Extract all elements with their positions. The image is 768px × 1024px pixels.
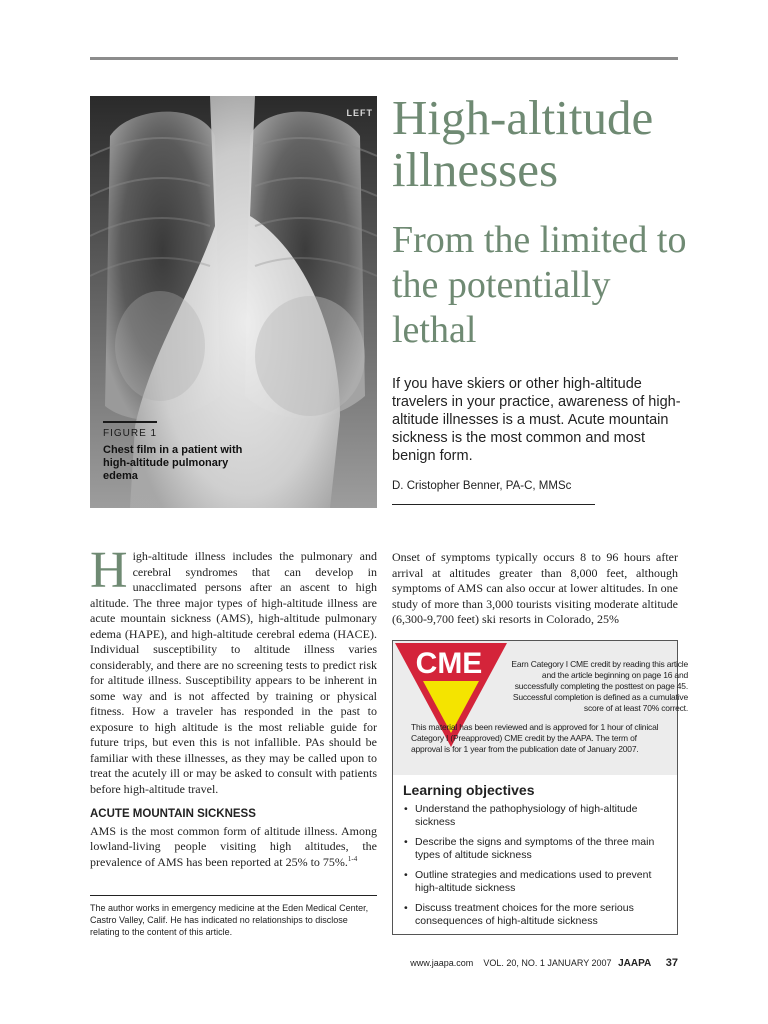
figure-caption-block bbox=[103, 421, 253, 483]
body-paragraph-col2: Onset of symptoms typically occurs 8 to 96 hours after arrival at altitudes greater than 8,000 feet, although symptoms of AMS can also occur at lower altitudes. In one study of more than 3,000 tourists visiting moderate altitude (6,300-9,700 feet) ski resorts in Colorado, 25% bbox=[392, 550, 678, 626]
cme-box bbox=[392, 640, 688, 935]
author-footnote: The author works in emergency medicine at the Eden Medical Center, Castro Valley, Calif. He has indicated no relationships to disclose relating to the content of this article. bbox=[90, 903, 369, 937]
xray-side-marker: LEFT bbox=[346, 108, 373, 118]
learning-objectives-list bbox=[403, 803, 671, 935]
drop-cap: H bbox=[90, 542, 128, 599]
byline-rule bbox=[392, 504, 595, 505]
list-item: • Describe the signs and symptoms of the three main types of altitude sickness bbox=[403, 836, 671, 862]
body-paragraph-2 bbox=[90, 824, 377, 871]
article-deck: If you have skiers or other high-altitude travelers in your practice, awareness of high-altitude illnesses is a must. Acute mountain sickness is the most common and most benign form. bbox=[392, 376, 681, 464]
reference-superscript: 1-4 bbox=[347, 854, 358, 863]
list-item: • Understand the pathophysiology of high-altitude sickness bbox=[403, 803, 671, 829]
cme-badge-text: CME bbox=[415, 647, 483, 680]
footnote-rule bbox=[90, 895, 377, 896]
cme-panel bbox=[393, 641, 688, 775]
footer-issue: VOL. 20, NO. 1 JANUARY 2007 bbox=[483, 958, 612, 968]
figure-caption: Chest film in a patient with high-altitude pulmonary edema bbox=[103, 444, 243, 482]
chest-xray-figure bbox=[90, 96, 377, 508]
body-paragraph-2-text: AMS is the most common form of altitude illness. Among lowland-living people visiting high altitudes, the prevalence of AMS has been reported at 25% to 75%. bbox=[90, 823, 377, 869]
article-title: High-altitude illnesses bbox=[392, 90, 654, 197]
page-number: 37 bbox=[665, 957, 678, 969]
list-item: • Discuss treatment choices for the more serious consequences of high-altitude sickness bbox=[403, 902, 671, 928]
section-heading: ACUTE MOUNTAIN SICKNESS bbox=[90, 808, 256, 820]
article-subtitle: From the limited to the potentially lethal bbox=[392, 219, 687, 351]
footer-url[interactable]: www.jaapa.com bbox=[410, 958, 474, 968]
cme-credit-text: Earn Category I CME credit by reading this article and the article beginning on page 16 and successfully completing the posttest on page 45. Successful completion is defined as a cumulative score of at least 70% correct. bbox=[511, 659, 688, 713]
footer-journal: JAAPA bbox=[618, 958, 652, 969]
body-column-1 bbox=[90, 542, 377, 870]
body-column-2 bbox=[392, 550, 678, 628]
list-item: • Outline strategies and medications used to prevent high-altitude sickness bbox=[403, 869, 671, 895]
figure-label: FIGURE 1 bbox=[103, 428, 158, 439]
cme-approval-text: This material has been reviewed and is approved for 1 hour of clinical Category I (Preapproved) CME credit by the AAPA. The term of approval is for 1 year from the publication date of January 2007. bbox=[411, 722, 659, 754]
learning-objectives-title: Learning objectives bbox=[403, 782, 535, 798]
figure-rule bbox=[103, 421, 157, 423]
byline: D. Cristopher Benner, PA-C, MMSc bbox=[392, 480, 572, 492]
page-footer bbox=[410, 957, 678, 969]
top-rule bbox=[90, 57, 678, 60]
body-paragraph-1: igh-altitude illness includes the pulmonary and cerebral syndromes that can develop in unacclimated persons after an ascent to high altitude. The three major types of high-altitude illness are acute mountain sickness (AMS), high-altitude pulmonary edema (HAPE), and high-altitude cerebral edema (HACE). Individual susceptibility to altitude illness varies considerably, and there are no screening tests to predict risk for altitude illness. Susceptibility appears to be inherent in some way and is not affected by training or physical fitness. How a traveler has responded in the past to exposure to high altitude is the most reliable guide for future trips, but even this is not infallible. PAs should be familiar with these illnesses, as they may be called upon to treat the acutely ill or may be asked to consult with patients before high-altitude travel. bbox=[90, 549, 377, 796]
